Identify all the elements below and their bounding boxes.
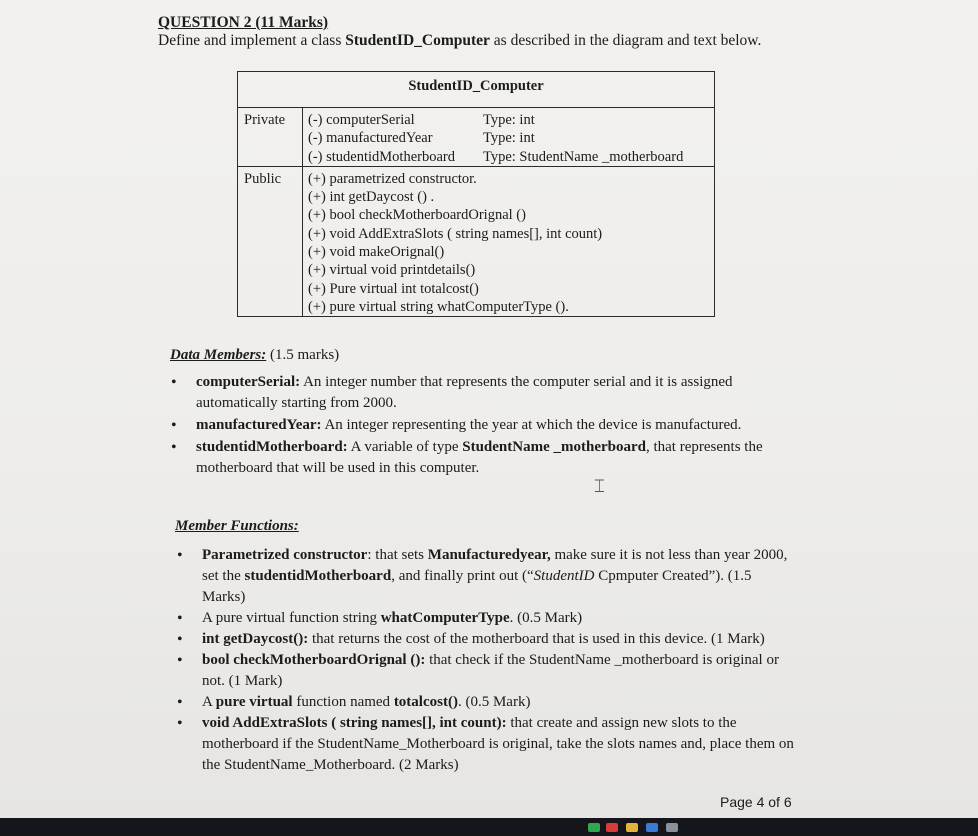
private-member-row	[308, 148, 714, 166]
intro-class-name: StudentID_Computer	[345, 32, 490, 49]
uml-class-name: StudentID_Computer	[238, 72, 715, 108]
item-bold: Parametrized constructor	[202, 547, 368, 563]
private-member-row	[308, 129, 714, 147]
list-item	[196, 415, 792, 436]
data-members-title: Data Members:	[170, 347, 267, 363]
member-functions-heading: Member Functions:	[175, 518, 299, 534]
list-item	[202, 608, 794, 629]
item-text: . (0.5 Mark)	[509, 610, 583, 626]
public-member: (+) bool checkMotherboardOrignal ()	[308, 207, 526, 224]
public-label: Public	[238, 166, 303, 316]
member-functions-list	[202, 545, 794, 776]
public-member: (+) pure virtual string whatComputerType ().	[308, 298, 569, 315]
private-member-row	[308, 111, 714, 129]
text-cursor-icon: ⌶	[594, 476, 605, 497]
item-text: that check if the StudentName _motherboard is original or not. (1 Mark)	[202, 652, 779, 689]
green-app-icon[interactable]	[588, 823, 600, 832]
item-bold: pure virtual	[215, 694, 293, 710]
taskbar	[0, 818, 978, 836]
data-members-marks: (1.5 marks)	[266, 347, 340, 363]
uml-class-diagram	[237, 71, 715, 317]
list-item	[196, 437, 792, 479]
public-member: (+) Pure virtual int totalcost()	[308, 280, 479, 297]
list-item	[196, 372, 792, 414]
item-text: , and finally print out (“	[391, 568, 534, 584]
list-item	[202, 650, 794, 692]
public-members	[303, 166, 715, 316]
item-text: A	[202, 694, 216, 710]
item-italic: StudentID	[533, 568, 595, 584]
public-member: (+) virtual void printdetails()	[308, 262, 476, 279]
item-bold: int getDaycost():	[202, 631, 309, 647]
item-bold: StudentName _motherboard	[462, 439, 646, 455]
list-item	[202, 692, 794, 713]
member-name: (-) computerSerial	[308, 112, 415, 128]
item-bold: studentidMotherboard:	[196, 439, 348, 455]
member-name: (-) studentidMotherboard	[308, 148, 455, 165]
question-title: QUESTION 2 (11 Marks)	[158, 14, 329, 31]
item-text: An integer number that represents the computer serial and it is assigned automatically starting from 2000.	[196, 374, 733, 411]
member-name: (-) manufacturedYear	[308, 130, 433, 147]
gray-app-icon[interactable]	[666, 823, 678, 832]
private-label: Private	[238, 108, 303, 167]
item-bold: studentidMotherboard	[244, 568, 392, 584]
list-item	[202, 713, 794, 776]
item-text: that returns the cost of the motherboard that is used in this device. (1 Mark)	[308, 631, 765, 647]
item-bold: computerSerial:	[196, 374, 301, 390]
item-bold: manufacturedYear:	[196, 417, 322, 433]
item-text: An integer representing the year at which the device is manufactured.	[321, 417, 742, 433]
public-member: (+) void AddExtraSlots ( string names[], int count)	[308, 225, 603, 242]
member-type: Type: int	[483, 112, 535, 128]
blue-app-icon[interactable]	[646, 823, 658, 832]
list-item	[202, 545, 794, 608]
item-text: . (0.5 Mark)	[457, 694, 531, 710]
item-text: A pure virtual function string	[202, 610, 381, 626]
item-bold: totalcost()	[393, 694, 458, 710]
yellow-app-icon[interactable]	[626, 823, 638, 832]
public-member: (+) void makeOrignal()	[308, 244, 445, 261]
data-members-heading	[170, 347, 339, 364]
item-bold: whatComputerType	[380, 610, 510, 626]
item-bold: void AddExtraSlots ( string names[], int count):	[202, 715, 507, 731]
intro-text: Define and implement a class	[158, 32, 346, 49]
member-type: Type: int	[483, 130, 535, 147]
member-type: Type: StudentName _motherboard	[483, 148, 684, 165]
data-members-list	[196, 372, 792, 479]
list-item	[202, 629, 794, 650]
item-bold: Manufacturedyear,	[427, 547, 551, 563]
public-member: (+) int getDaycost () .	[308, 189, 435, 206]
item-text: : that sets	[367, 547, 428, 563]
item-bold: bool checkMotherboardOrignal ():	[202, 652, 426, 668]
red-app-icon[interactable]	[606, 823, 618, 832]
private-members	[303, 108, 715, 167]
item-text: that create and assign new slots to the motherboard if the StudentName_Motherboard is original, take the slots names and, place them on the StudentName_Motherboard. (2 Marks)	[202, 715, 794, 773]
page-number: Page 4 of 6	[720, 794, 792, 810]
public-member: (+) parametrized constructor.	[308, 170, 477, 187]
intro-text-end: as described in the diagram and text below.	[489, 32, 762, 49]
item-text: function named	[292, 694, 394, 710]
question-intro	[158, 32, 761, 50]
item-text: , that represents the motherboard that will be used in this computer.	[196, 439, 763, 476]
item-text: A variable of type	[347, 439, 463, 455]
item-text: make sure it is not less than year 2000, set the	[202, 547, 788, 584]
item-text: Cpmputer Created”). (1.5 Marks)	[202, 568, 752, 605]
